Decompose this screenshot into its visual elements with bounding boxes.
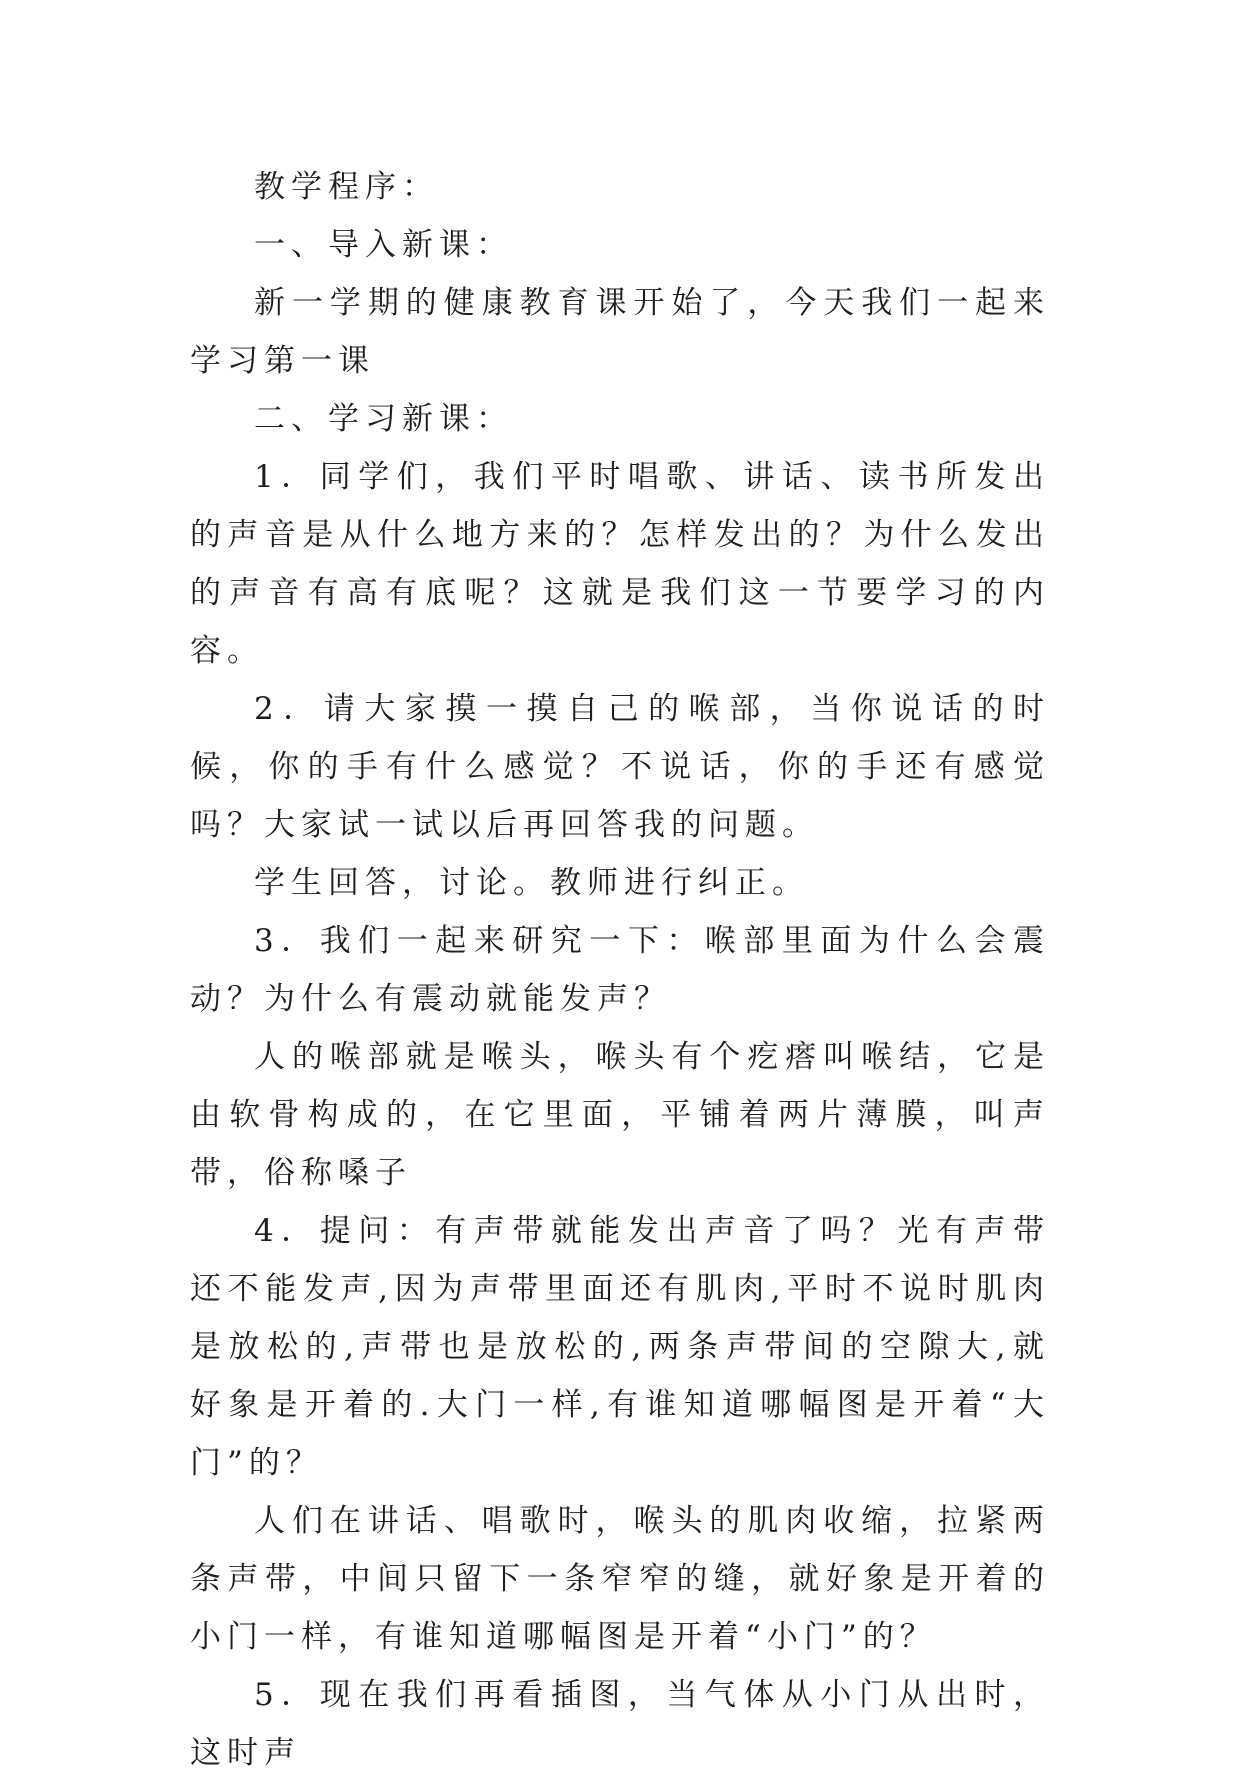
paragraph-item-3: 3．我们一起来研究一下：喉部里面为什么会震动？为什么有震动就能发声？ bbox=[190, 923, 1050, 1017]
document-body bbox=[190, 158, 1050, 1782]
paragraph: 新一学期的健康教育课开始了，今天我们一起来学习第一课 bbox=[190, 285, 1050, 379]
paragraph-item-2: 2．请大家摸一摸自己的喉部，当你说话的时候，你的手有什么感觉？不说话，你的手还有感觉吗？大家试一试以后再回答我的问题。 bbox=[190, 691, 1050, 843]
paragraph-item-1: 1．同学们，我们平时唱歌、讲话、读书所发出的声音是从什么地方来的？怎样发出的？为什么发出的声音有高有底呢？这就是我们这一节要学习的内容。 bbox=[190, 459, 1050, 669]
paragraph: 人们在讲话、唱歌时，喉头的肌肉收缩，拉紧两条声带，中间只留下一条窄窄的缝，就好象是开着的小门一样，有谁知道哪幅图是开着“小门”的？ bbox=[190, 1503, 1050, 1655]
paragraph-item-4: 4．提问：有声带就能发出声音了吗？光有声带还不能发声,因为声带里面还有肌肉,平时不说时肌肉是放松的,声带也是放松的,两条声带间的空隙大,就好象是开着的.大门一样,有谁知道哪幅图是开着“大门”的？ bbox=[190, 1213, 1050, 1481]
section-heading-new-lesson: 二、学习新课： bbox=[254, 401, 513, 437]
section-heading-teaching-procedure: 教学程序： bbox=[254, 169, 439, 205]
section-heading-introduction: 一、导入新课： bbox=[254, 227, 513, 263]
paragraph-item-5: 5．现在我们再看插图，当气体从小门从出时，这时声 bbox=[190, 1677, 1050, 1771]
paragraph: 学生回答，讨论。教师进行纠正。 bbox=[254, 865, 809, 901]
paragraph: 人的喉部就是喉头，喉头有个疙瘩叫喉结，它是由软骨构成的，在它里面，平铺着两片薄膜，叫声带，俗称嗓子 bbox=[190, 1039, 1050, 1191]
